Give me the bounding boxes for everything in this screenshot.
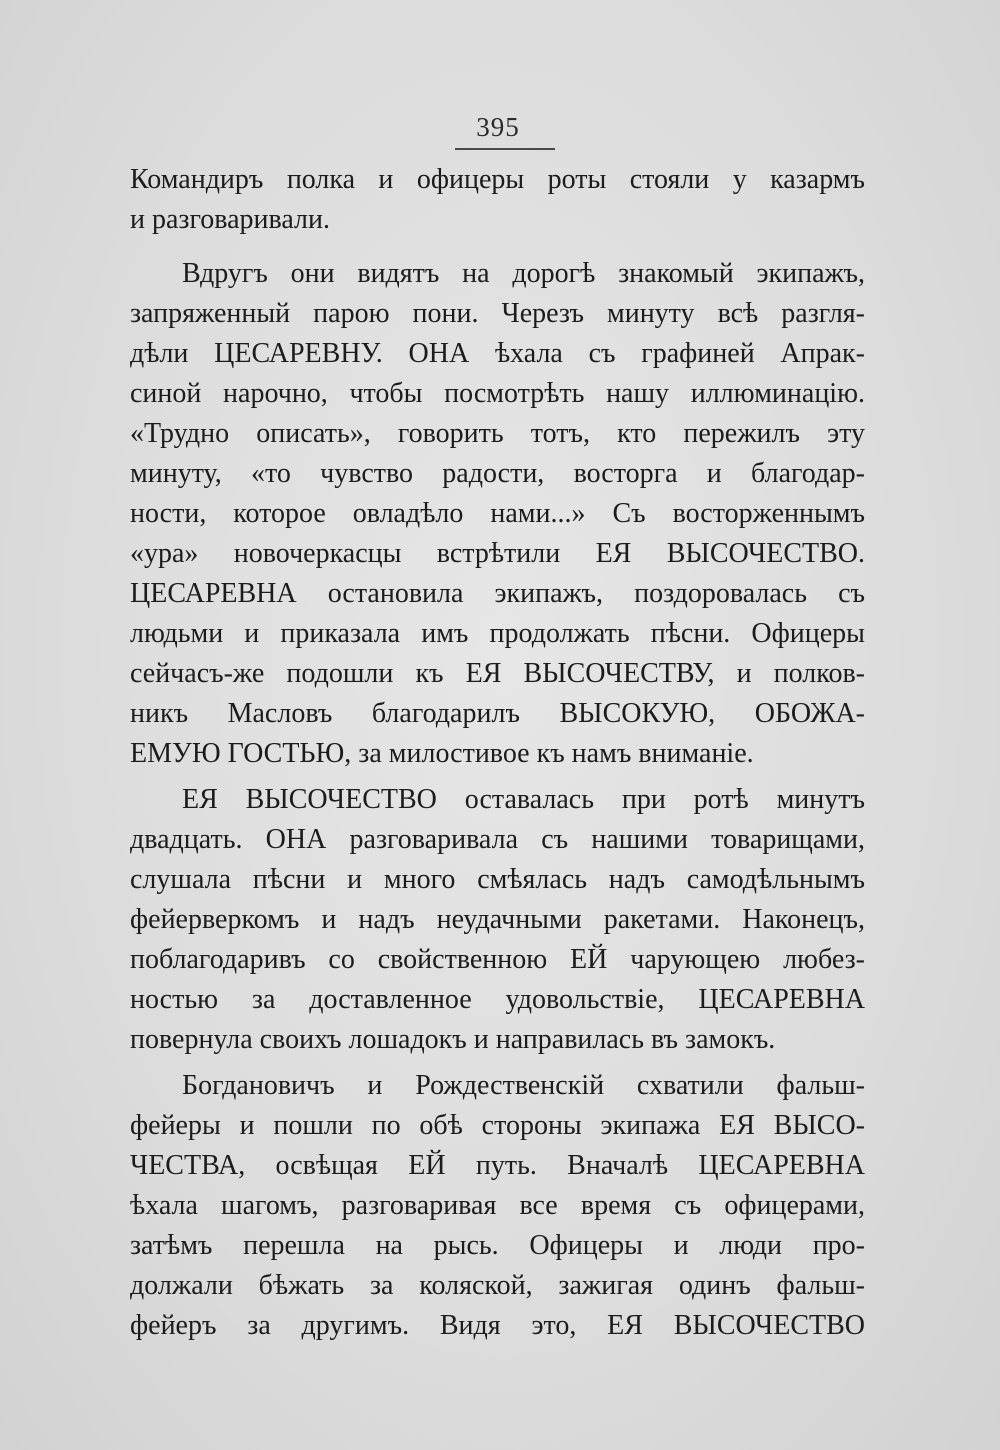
text-line: Командиръ полка и офицеры роты стояли у казармъ [130, 164, 865, 195]
text-line: ЧЕСТВА, освѣщая ЕЙ путь. Вначалѣ ЦЕСАРЕВНА [130, 1150, 865, 1181]
text-line: ности, которое овладѣло нами...» Съ восторженнымъ [130, 498, 865, 529]
paragraph-start-line: Вдругъ они видятъ на дорогѣ знакомый экипажъ, [182, 258, 865, 289]
text-line: ѣхала шагомъ, разговаривая все время съ офицерами, [130, 1190, 865, 1221]
text-line: и разговаривали. [130, 204, 331, 235]
text-line: затѣмъ перешла на рысь. Офицеры и люди про- [130, 1230, 865, 1261]
text-line: минуту, «то чувство радости, восторга и благодар- [130, 458, 865, 489]
text-line: ЕМУЮ ГОСТЬЮ, за милостивое къ намъ вниманіе. [130, 738, 754, 769]
body-text [130, 160, 865, 1346]
page-number-rule [455, 148, 555, 150]
text-line: ЦЕСАРЕВНА остановила экипажъ, поздоровалась съ [130, 578, 865, 609]
paragraph-start-line: Богдановичъ и Рождественскій схватили фальш- [182, 1070, 865, 1101]
paragraph-start-line: ЕЯ ВЫСОЧЕСТВО оставалась при ротѣ минутъ [182, 784, 865, 815]
text-line: сейчасъ-же подошли къ ЕЯ ВЫСОЧЕСТВУ, и полков- [130, 658, 865, 689]
text-line: слушала пѣсни и много смѣялась надъ самодѣльнымъ [130, 864, 865, 895]
text-line: фейеръ за другимъ. Видя это, ЕЯ ВЫСОЧЕСТВО [130, 1310, 865, 1341]
text-line: поблагодаривъ со свойственною ЕЙ чарующею любез- [130, 944, 865, 975]
text-line: фейеры и пошли по обѣ стороны экипажа ЕЯ ВЫСО- [130, 1110, 865, 1141]
text-line: должали бѣжать за коляской, зажигая одинъ фальш- [130, 1270, 865, 1301]
text-line: двадцать. ОНА разговаривала съ нашими товарищами, [130, 824, 865, 855]
text-line: «ура» новочеркасцы встрѣтили ЕЯ ВЫСОЧЕСТВО. [130, 538, 865, 569]
text-line: повернула своихъ лошадокъ и направилась въ замокъ. [130, 1024, 776, 1055]
page-number: 395 [476, 112, 520, 142]
text-line: ностью за доставленное удовольствіе, ЦЕСАРЕВНА [130, 984, 865, 1015]
text-line: запряженный парою пони. Черезъ минуту всѣ разгля- [130, 298, 865, 329]
text-line: «Трудно описать», говорить тотъ, кто пережилъ эту [130, 418, 865, 449]
text-line: людьми и приказала имъ продолжать пѣсни. Офицеры [130, 618, 865, 649]
text-line: фейерверкомъ и надъ неудачными ракетами. Наконецъ, [130, 904, 865, 935]
text-line: синой нарочно, чтобы посмотрѣть нашу иллюминацію. [130, 378, 865, 409]
text-line: никъ Масловъ благодарилъ ВЫСОКУЮ, ОБОЖА- [130, 698, 865, 729]
text-line: дѣли ЦЕСАРЕВНУ. ОНА ѣхала съ графиней Апрак- [130, 338, 865, 369]
